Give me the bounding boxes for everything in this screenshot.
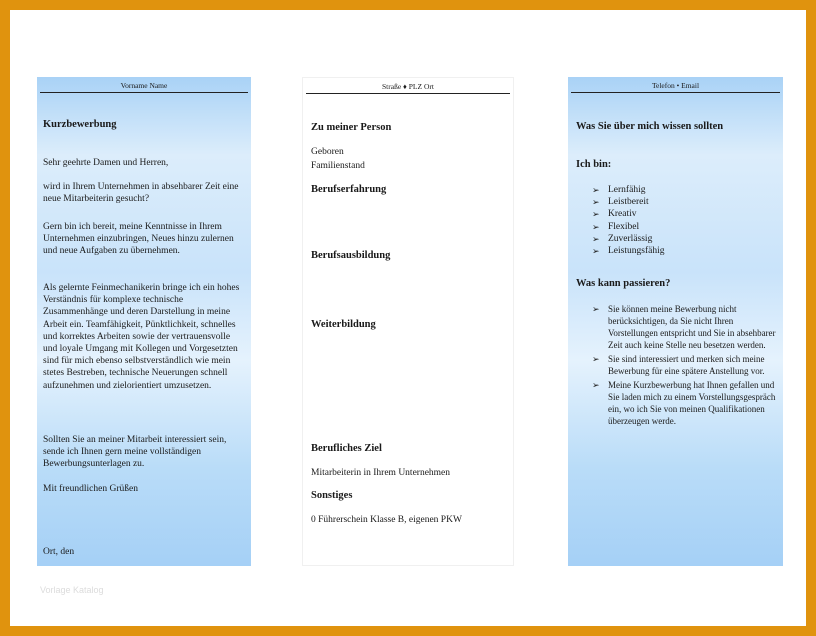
arrow-bullet-icon: ➢: [592, 233, 600, 244]
arrow-bullet-icon: ➢: [592, 221, 600, 232]
trait-label: Leistbereit: [608, 197, 649, 208]
heading-what-happens: Was kann passieren?: [576, 278, 671, 289]
goal-text: Mitarbeiterin in Ihrem Unternehmen: [311, 468, 451, 478]
panel-middle: [302, 77, 514, 566]
arrow-bullet-icon: ➢: [592, 185, 600, 195]
list-item: [592, 184, 664, 196]
header-address: Straße ♦ PLZ Ort: [306, 82, 510, 94]
trait-label: Kreativ: [608, 209, 637, 220]
list-item: [592, 303, 778, 351]
greeting: Sehr geehrte Damen und Herren,: [43, 158, 169, 168]
heading-person: Zu meiner Person: [311, 122, 392, 133]
header-contact: Telefon • Email: [571, 81, 780, 93]
list-item: [592, 196, 664, 208]
document-page: [10, 10, 806, 626]
trait-label: Leistungsfähig: [608, 246, 665, 257]
list-item: [592, 221, 664, 233]
arrow-bullet-icon: ➢: [592, 209, 600, 220]
arrow-bullet-icon: ➢: [592, 304, 600, 314]
panel-left: [37, 77, 251, 566]
arrow-bullet-icon: ➢: [592, 354, 600, 364]
heading-experience: Berufserfahrung: [311, 184, 387, 195]
paragraph-1: Gern bin ich bereit, meine Kenntnisse in Ihrem Unternehmen einzubringen, Neues hinzu zulernen und neue Aufgaben zu übernehmen.: [43, 222, 234, 257]
closing: Mit freundlichen Grüßen: [43, 484, 138, 494]
arrow-bullet-icon: ➢: [592, 197, 600, 208]
intro-paragraph: wird in Ihrem Unternehmen in absehbarer Zeit eine neue Mitarbeiterin gesucht?: [43, 182, 239, 205]
list-item: [592, 379, 778, 427]
cover-letter-title: Kurzbewerbung: [43, 119, 117, 130]
arrow-bullet-icon: ➢: [592, 246, 600, 257]
heading-goal: Berufliches Ziel: [311, 443, 382, 454]
trait-label: Zuverlässig: [608, 233, 653, 244]
heading-further-education: Weiterbildung: [311, 319, 376, 330]
heading-about: Was Sie über mich wissen sollten: [576, 121, 724, 132]
traits-list: [592, 184, 664, 257]
outcome-text: Meine Kurzbewerbung hat Ihnen gefallen und Sie laden mich zu einem Vorstellungsgespräch ein, wo ich Sie von meinen Qualifikationen überzeugen werde.: [608, 380, 776, 426]
heading-training: Berufsausbildung: [311, 250, 391, 261]
list-item: [592, 208, 664, 220]
panel-right: [568, 77, 783, 566]
list-item: [592, 353, 778, 377]
heading-i-am: Ich bin:: [576, 159, 612, 170]
paragraph-3: Sollten Sie an meiner Mitarbeit interessiert sein, sende ich Ihnen gern meine vollständigen Bewerbungsunterlagen zu.: [43, 435, 227, 470]
list-item: [592, 233, 664, 245]
outcome-text: Sie können meine Bewerbung nicht berücksichtigen, da Sie nicht Ihren Vorstellungen entspricht und Sie in absehbarer Zeit auch keine Stelle neu besetzen werden.: [608, 304, 776, 350]
heading-misc: Sonstiges: [311, 490, 353, 501]
born-label: Geboren: [311, 147, 344, 157]
watermark: Vorlage Katalog: [40, 585, 104, 595]
trait-label: Flexibel: [608, 221, 640, 232]
misc-text: 0 Führerschein Klasse B, eigenen PKW: [311, 515, 462, 525]
outcomes-list: [592, 303, 778, 429]
outcome-text: Sie sind interessiert und merken sich meine Bewerbung für eine spätere Anstellung vor.: [608, 354, 765, 376]
paragraph-2: Als gelernte Feinmechanikerin bringe ich ein hohes Verständnis für komplexe technische Zusammenhänge und deren Darstellung in meine Arbeit ein. Teamfähigkeit, Pünktlichkeit, schnelles und korrektes Arbeiten sowie der vertrauensvolle und loyale Umgang mit Kollegen und Vorgesetzten sind für mich ebenso selbstverständlich wie mein stetes Bestreben, technische Neuerungen schnell aufzunehmen und zielorientiert umzusetzen.: [43, 283, 240, 391]
place-date: Ort, den: [43, 547, 75, 557]
status-label: Familienstand: [311, 161, 365, 171]
header-name: Vorname Name: [40, 81, 248, 93]
trait-label: Lernfähig: [608, 185, 646, 195]
arrow-bullet-icon: ➢: [592, 380, 600, 390]
list-item: [592, 245, 664, 257]
